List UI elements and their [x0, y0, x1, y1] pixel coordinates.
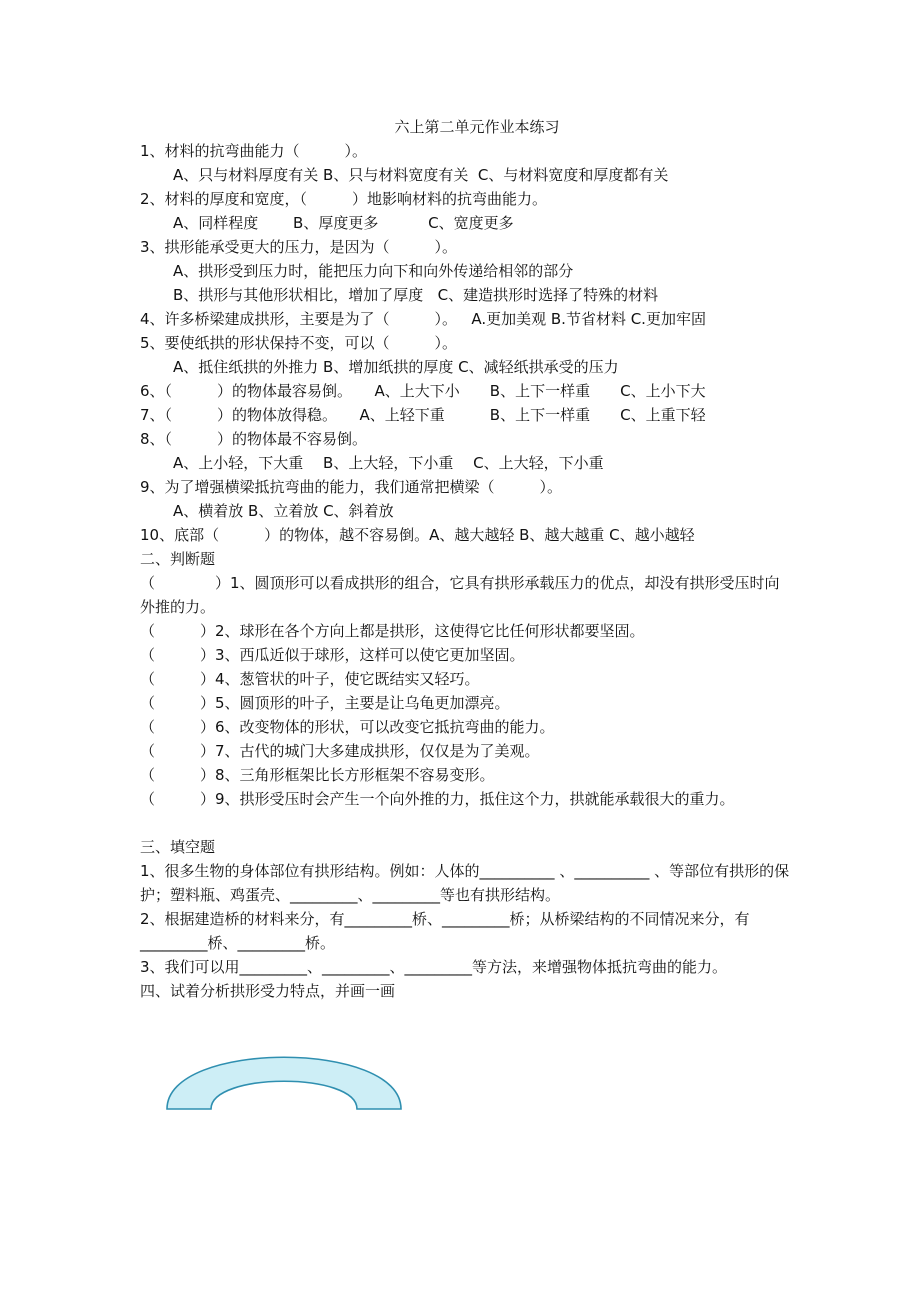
judgement-item: （ ）7、古代的城门大多建成拱形，仅仅是为了美观。 [140, 742, 540, 760]
question-1-options: A、只与材料厚度有关 B、只与材料宽度有关 C、与材料宽度和厚度都有关 [173, 166, 669, 184]
judgement-item: （ ）8、三角形框架比长方形框架不容易变形。 [140, 766, 495, 784]
page-title: 六上第二单元作业本练习 [394, 118, 560, 136]
judgement-item: （ ）6、改变物体的形状，可以改变它抵抗弯曲的能力。 [140, 718, 555, 736]
arch-diagram [160, 1030, 410, 1120]
judgement-item: （ ）9、拱形受压时会产生一个向外推的力，抵住这个力，拱就能承载很大的重力。 [140, 790, 735, 808]
judgement-item: （ ）4、葱管状的叶子，使它既结实又轻巧。 [140, 670, 480, 688]
question-8-options: A、上小轻，下大重 B、上大轻，下小重 C、上大轻，下小重 [173, 454, 604, 472]
question-10: 10、底部（ ）的物体，越不容易倒。A、越大越轻 B、越大越重 C、越小越轻 [140, 526, 695, 544]
section-heading-judgement: 二、判断题 [140, 550, 216, 568]
question-5-options: A、抵住纸拱的外推力 B、增加纸拱的厚度 C、减轻纸拱承受的压力 [173, 358, 619, 376]
question-3-options-bc: B、拱形与其他形状相比，增加了厚度 C、建造拱形时选择了特殊的材料 [173, 286, 659, 304]
question-8: 8、（ ）的物体最不容易倒。 [140, 430, 368, 448]
question-3-option-a: A、拱形受到压力时，能把压力向下和向外传递给相邻的部分 [173, 262, 574, 280]
judgement-item: （ ）1、圆顶形可以看成拱形的组合，它具有拱形承载压力的优点，却没有拱形受压时向外推的力。 [140, 574, 780, 616]
judgement-item: （ ）3、西瓜近似于球形，这样可以使它更加坚固。 [140, 646, 525, 664]
question-3: 3、拱形能承受更大的压力，是因为（ ）。 [140, 238, 458, 256]
section-heading-drawing: 四、试着分析拱形受力特点，并画一画 [140, 982, 396, 1000]
question-5: 5、要使纸拱的形状保持不变，可以（ ）。 [140, 334, 458, 352]
question-2-options: A、同样程度 B、厚度更多 C、宽度更多 [173, 214, 514, 232]
question-7: 7、（ ）的物体放得稳。 A、上轻下重 B、上下一样重 C、上重下轻 [140, 406, 706, 424]
judgement-item: （ ）5、圆顶形的叶子，主要是让乌龟更加漂亮。 [140, 694, 510, 712]
spacer [140, 811, 790, 835]
question-6: 6、（ ）的物体最容易倒。 A、上大下小 B、上下一样重 C、上小下大 [140, 382, 706, 400]
fill-blank-question-1: 1、很多生物的身体部位有拱形结构。例如：人体的__________ 、__________ 、等部位有拱形的保护；塑料瓶、鸡蛋壳、_________、_________等也有拱形结构。 [140, 862, 790, 904]
section-heading-fill-blank: 三、填空题 [140, 838, 216, 856]
question-1: 1、材料的抗弯曲能力（ ）。 [140, 142, 368, 160]
judgement-item: （ ）2、球形在各个方向上都是拱形，这使得它比任何形状都要坚固。 [140, 622, 645, 640]
question-2: 2、材料的厚度和宽度，（ ）地影响材料的抗弯曲能力。 [140, 190, 548, 208]
fill-blank-question-3: 3、我们可以用_________、_________、_________等方法，来增强物体抵抗弯曲的能力。 [140, 958, 728, 976]
fill-blank-question-2: 2、根据建造桥的材料来分，有_________桥、_________桥；从桥梁结构的不同情况来分，有_________桥、_________桥。 [140, 910, 750, 952]
question-4: 4、许多桥梁建成拱形，主要是为了（ ）。 A.更加美观 B.节省材料 C.更加牢固 [140, 310, 706, 328]
question-9-options: A、横着放 B、立着放 C、斜着放 [173, 502, 394, 520]
arch-shape [167, 1057, 401, 1109]
question-9: 9、为了增强横梁抵抗弯曲的能力，我们通常把横梁（ ）。 [140, 478, 563, 496]
